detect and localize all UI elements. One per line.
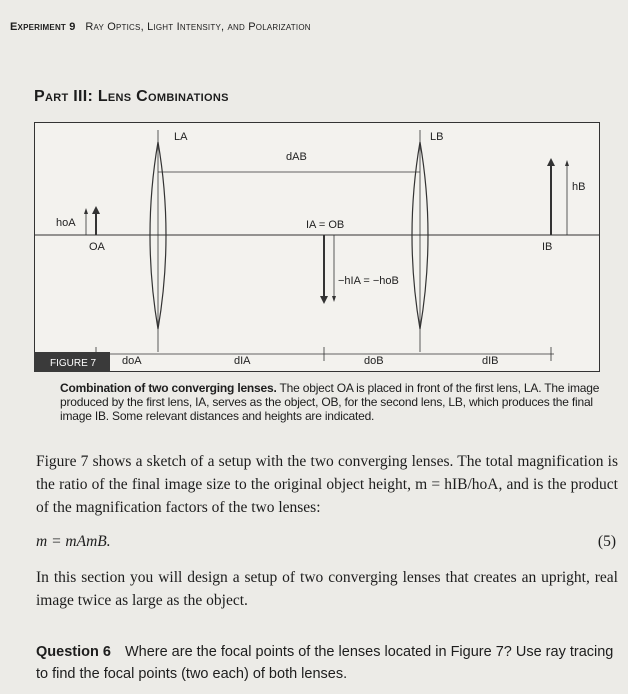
question-text: Where are the focal points of the lenses located in Figure 7? Use ray tracing to find the focal points (two each) of both lenses. [36,644,614,682]
label-hia-eq: −hIA = −hoB [338,275,399,287]
figure-7 [34,122,600,372]
label-hoa: hoA [56,217,76,229]
label-doa: doA [122,355,142,367]
question-label: Question 6 [36,644,111,660]
label-la: LA [174,131,188,143]
page-header [10,21,311,33]
figure-caption [60,381,620,423]
label-dia: dIA [234,355,251,367]
label-hb: hB [572,181,586,193]
label-dab: dAB [286,151,307,163]
equation-text: m = mAmB. [36,533,111,550]
label-ib: IB [542,241,553,253]
experiment-number: Experiment 9 [10,21,76,33]
figure-tag: FIGURE 7 [50,358,97,369]
equation-number: (5) [597,533,616,550]
paragraph-2: In this section you will design a setup of two converging lenses that creates an upright, real image twice as large as the object. [36,569,618,609]
part-title: Part III: Lens Combinations [34,88,229,105]
label-lb: LB [430,131,444,143]
figure-frame [35,123,600,372]
label-dob: doB [364,355,384,367]
label-dib: dIB [482,355,499,367]
caption-bold: Combination of two converging lenses. [60,381,277,395]
equation-5 [36,533,616,551]
paragraph-1: Figure 7 shows a sketch of a setup with the two converging lenses. The total magnification is the ratio of the final image size to the original object height, m = hIB/hoA, and is the product of the magnification factors of the two lenses: [36,453,618,516]
lens-diagram [34,122,600,372]
label-oa: OA [89,241,105,253]
caption-text: The object OA is placed in front of the first lens, LA. The image produced by the first lens, IA, serves as the object, OB, for the second lens, LB, which produces the final image IB. Some relevant distances and heights are indicated. [60,381,600,423]
label-ia-eq-ob: IA = OB [306,219,345,231]
experiment-title: Ray Optics, Light Intensity, and Polarization [85,21,311,33]
question-6 [36,641,618,685]
